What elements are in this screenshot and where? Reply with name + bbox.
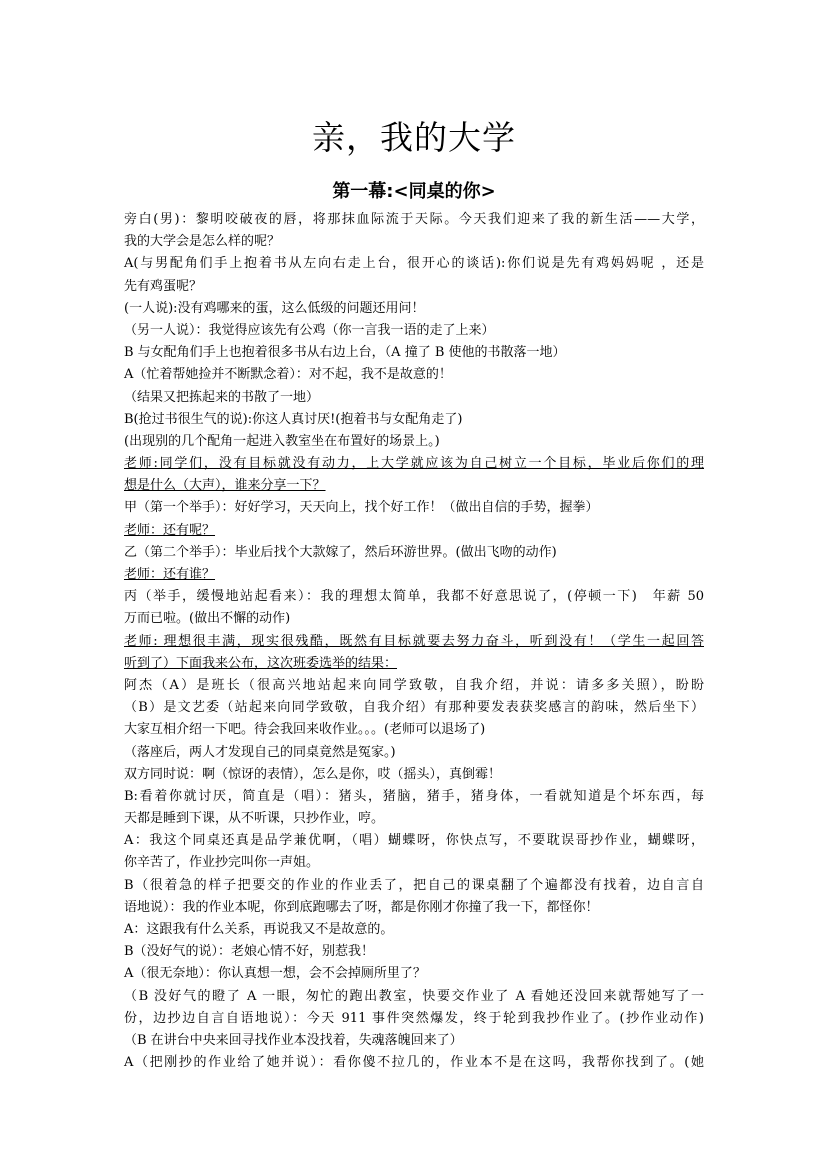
script-line: A（把刚抄的作业给了她并说）：看你傻不拉几的，作业本不是在这吗，我帮你找到了。(她 [124,1055,704,1071]
script-line: 你辛苦了，作业抄完叫你一声姐。 [124,855,320,871]
script-line: B(抢过书很生气的说):你这人真讨厌!(抱着书与女配角走了) [124,411,463,427]
script-line: （B）是文艺委（站起来向同学致敬，自我介绍）有那种要发表获奖感言的韵味，然后坐下） [124,700,704,716]
script-line: 旁白(男)：黎明咬破夜的唇，将那抹血际流于天际。今天我们迎来了我的新生活——大学， [124,212,704,227]
script-line: B（很着急的样子把要交的作业的作业丢了，把自己的课桌翻了个遍都没有找着，边自言自 [124,877,704,893]
script-line: 老师:同学们，没有目标就没有动力，上大学就应该为自己树立一个目标，毕业后你们的理 [124,456,704,472]
script-line: A（忙着帮她捡并不断默念着）：对不起，我不是故意的！ [124,367,452,383]
act-subtitle: 第一幕:<同桌的你> [332,181,496,202]
script-line: （B 没好气的瞪了 A 一眼，匆忙的跑出教室，快要交作业了 A 看她还没回来就帮她写了一 [124,988,704,1004]
script-line: 丙（举手，缓慢地站起看来）：我的理想太简单，我都不好意思说了，(停顿一下) 年薪 50 [124,589,704,605]
script-line: 听到了）下面我来公布，这次班委选举的结果： [124,655,398,671]
script-line: 想是什么（大声），谁来分享一下？ [124,478,326,494]
script-line: 双方同时说：啊（惊讶的表情），怎么是你，哎（摇头），真倒霉！ [124,766,502,782]
script-line: (一人说):没有鸡哪来的蛋，这么低级的问题还用问！ [124,300,425,316]
script-line: B（没好气的说）：老娘心情不好，别惹我！ [124,944,375,960]
script-line: (出现别的几个配角一起进入教室坐在布置好的场景上。) [124,433,440,449]
script-line: A（很无奈地）：你认真想一想，会不会掉厕所里了？ [124,966,426,982]
script-body [124,209,704,1074]
script-line: B 与女配角们手上也抱着很多书从右边上台，（A 撞了 B 使他的书散落一地） [124,345,566,361]
script-line: A：我这个同桌还真是品学兼优啊，（唱）蝴蝶呀，你快点写，不要耽误哥抄作业，蝴蝶呀， [124,833,704,849]
script-line: 语地说）：我的作业本呢，你到底跑哪去了呀，都是你刚才你撞了我一下，都怪你！ [124,899,599,915]
script-line: 甲（第一个举手）：好好学习，天天向上，找个好工作！（做出自信的手势，握拳） [124,500,599,516]
script-line: 阿杰（A）是班长（很高兴地站起来向同学致敬，自我介绍，并说：请多多关照），盼盼 [124,677,704,693]
script-line: （B 在讲台中央来回寻找作业本没找着，失魂落魄回来了） [124,1032,463,1048]
script-line: 份，边抄边自言自语地说）：今天 911 事件突然爆发，终于轮到我抄作业了。(抄作业动作) [124,1010,704,1026]
script-line: 乙（第二个举手）：毕业后找个大款嫁了，然后环游世界。(做出飞吻的动作) [124,544,557,560]
script-line: 老师：还有谁？ [124,567,216,582]
document-title: 亲，我的大学 [312,118,516,157]
script-line: 天都是睡到下课，从不听课，只抄作业，哼。 [124,811,385,827]
script-line: A(与男配角们手上抱着书从左向右走上台，很开心的谈话):你们说是先有鸡妈妈呢 ，还是 [124,256,704,272]
script-line: （另一人说）：我觉得应该先有公鸡（你一言我一语的走了上来） [124,322,495,338]
script-line: （结果又把拣起来的书散了一地） [124,389,320,405]
script-line: 我的大学会是怎么样的呢？ [124,234,281,250]
script-line: 万而已啦。(做出不懈的动作) [124,611,291,627]
script-line: B:看着你就讨厌，简直是（唱）：猪头，猪脑，猪手，猪身体，一看就知道是个坏东西，每 [124,788,704,804]
script-line: （落座后，两人才发现自己的同桌竟然是冤家。) [124,744,396,760]
script-line: 老师：还有呢？ [124,522,216,538]
script-line: 先有鸡蛋呢？ [124,278,203,294]
script-line: 大家互相介绍一下吧。待会我回来收作业。。。(老师可以退场了) [124,722,486,738]
script-line: A：这跟我有什么关系，再说我又不是故意的。 [124,922,394,937]
script-line: 老师: 理想很丰满，现实很残酷，既然有目标就要去努力奋斗，听到没有！（学生一起回答 [124,633,704,649]
